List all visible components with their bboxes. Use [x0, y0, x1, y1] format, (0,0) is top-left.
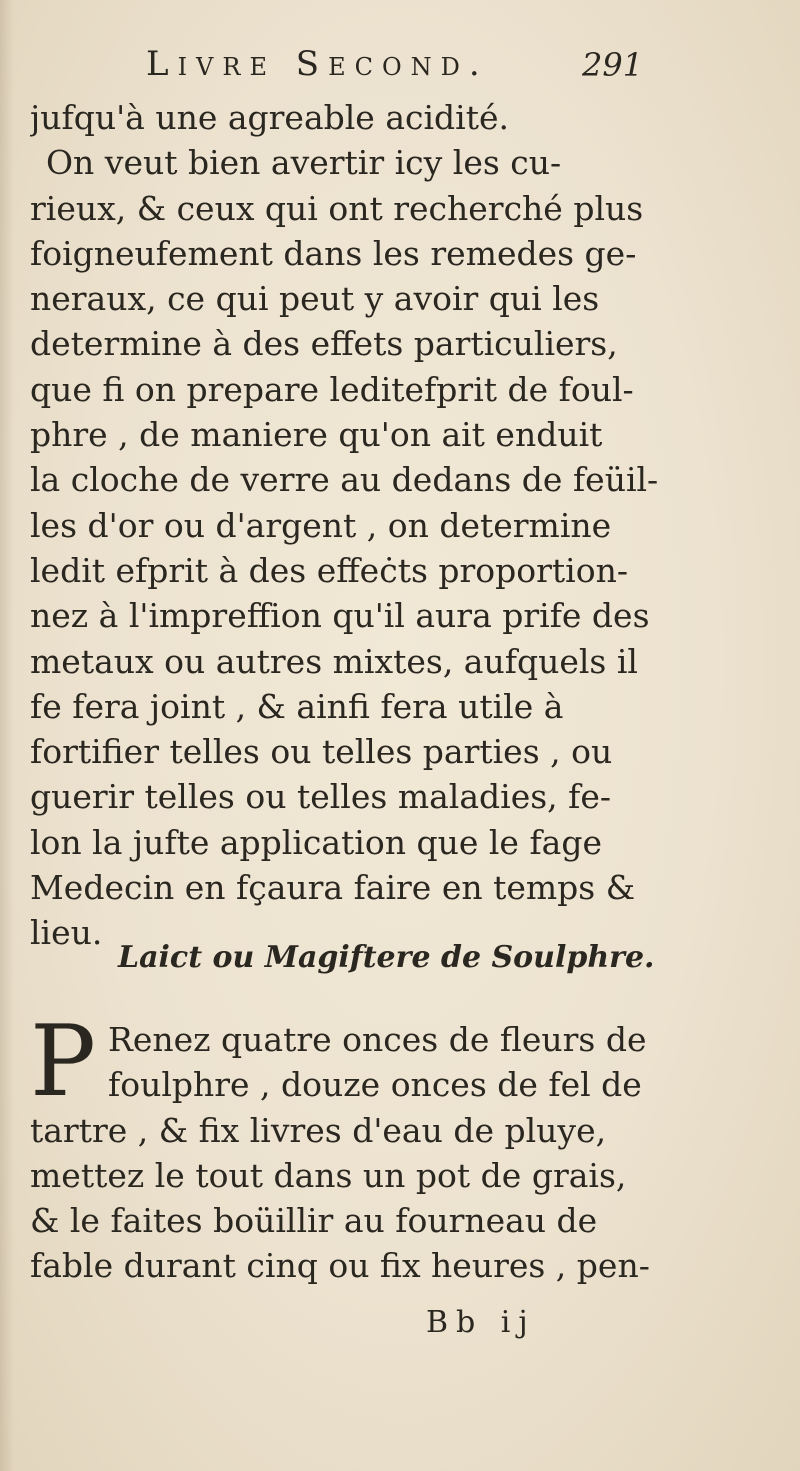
- running-title: Livre Second.: [146, 44, 489, 84]
- text-line: les d'or ou d'argent , on determine: [30, 505, 612, 545]
- text-line: phre , de maniere qu'on ait enduit: [30, 415, 603, 455]
- text-line: jufqu'à une agreable acidité.: [30, 98, 509, 137]
- text-line: Medecin en fçaura faire en temps &: [30, 868, 636, 908]
- text-line: la cloche de verre au dedans de feüil-: [30, 460, 659, 500]
- text-line: fable durant cinq ou fix heures , pen-: [30, 1246, 650, 1286]
- text-line: lieu.: [30, 913, 103, 953]
- text-line: ledit efprit à des effeċts proportion-: [30, 550, 628, 590]
- text-line: Renez quatre onces de fleurs de: [108, 1020, 647, 1059]
- text-line: On veut bien avertir icy les cu-: [46, 143, 562, 183]
- section-heading: Laict ou Magiftere de Soulphre.: [118, 940, 655, 975]
- text-line: mettez le tout dans un pot de grais,: [30, 1155, 627, 1195]
- text-line: tartre , & fix livres d'eau de pluye,: [30, 1110, 607, 1150]
- body-paragraph-1: [30, 95, 660, 956]
- page-fold-shadow: [0, 0, 14, 1471]
- page-number: 291: [582, 46, 644, 84]
- running-head: [0, 44, 800, 94]
- text-line: neraux, ce qui peut y avoir qui les: [30, 279, 600, 319]
- text-line: que fi on prepare leditefprit de foul-: [30, 369, 634, 409]
- text-line: metaux ou autres mixtes, aufquels il: [30, 641, 638, 681]
- signature-mark: Bb ij: [426, 1305, 536, 1340]
- drop-cap: P: [30, 1005, 96, 1119]
- text-line: guerir telles ou telles maladies, fe-: [30, 777, 612, 817]
- text-line: fe fera joint , & ainfi fera utile à: [30, 686, 564, 726]
- text-line: nez à l'impreffion qu'il aura prife des: [30, 596, 650, 636]
- text-line: determine à des effets particuliers,: [30, 324, 618, 364]
- text-line: foigneufement dans les remedes ge-: [30, 233, 637, 273]
- text-line: & le faites boüillir au fourneau de: [30, 1201, 598, 1241]
- text-line: fortifier telles ou telles parties , ou: [30, 732, 613, 772]
- text-line: foulphre , douze onces de fel de: [108, 1065, 642, 1105]
- text-line: lon la jufte application que le fage: [30, 822, 602, 862]
- text-line: rieux, & ceux qui ont recherché plus: [30, 188, 644, 228]
- body-paragraph-2: [30, 1005, 660, 1289]
